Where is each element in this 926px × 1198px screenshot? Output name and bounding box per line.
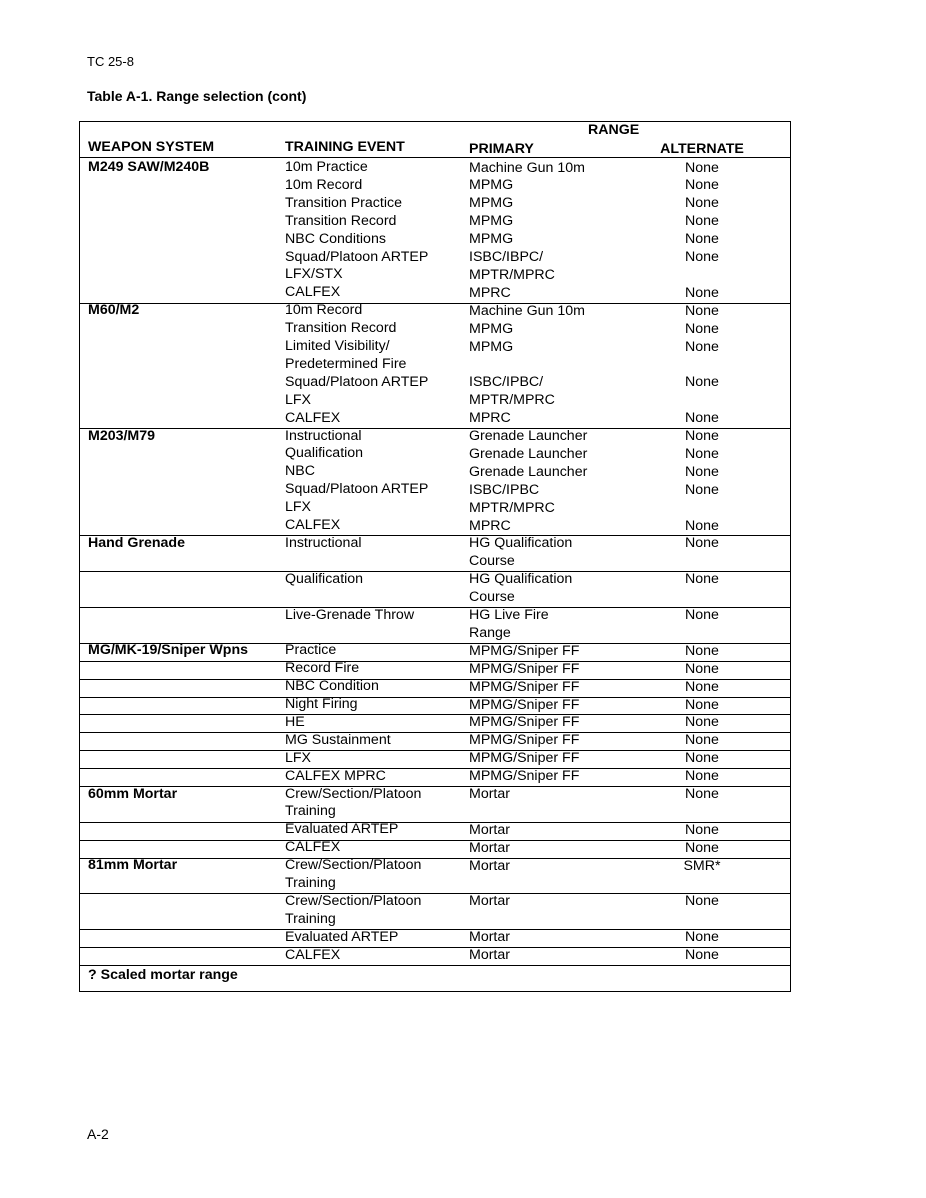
primary-range-cell: MPTR/MPRC <box>469 499 555 516</box>
alternate-range-cell: None <box>685 678 719 695</box>
primary-range-cell: Machine Gun 10m <box>469 159 585 176</box>
header-training-event: TRAINING EVENT <box>285 139 405 155</box>
primary-range-cell: ISBC/IBPC/ <box>469 249 544 265</box>
alternate-range-cell: None <box>685 947 719 964</box>
alternate-range-cell: None <box>685 428 719 444</box>
primary-range-cell: MPMG <box>469 177 514 194</box>
primary-range-cell: MPRC <box>469 284 511 301</box>
training-event-cell: Instructional <box>285 534 362 551</box>
header-alternate: ALTERNATE <box>660 141 744 157</box>
primary-range-cell: ISBC/IPBC <box>469 481 540 498</box>
alternate-range-cell: None <box>685 839 719 856</box>
training-event-cell: Practice <box>285 642 337 659</box>
alternate-range-cell: None <box>685 410 719 427</box>
training-event-cell: Limited Visibility/ <box>285 338 390 354</box>
header-divider <box>80 157 790 158</box>
training-event-cell: NBC Conditions <box>285 230 386 247</box>
training-event-cell: MG Sustainment <box>285 731 391 748</box>
range-selection-table <box>79 121 791 992</box>
alternate-range-cell: None <box>685 481 719 498</box>
training-event-cell: CALFEX <box>285 517 341 533</box>
alternate-range-cell: None <box>685 445 719 462</box>
primary-range-cell: MPMG/Sniper FF <box>469 768 580 785</box>
primary-range-cell: Grenade Launcher <box>469 463 588 480</box>
training-event-cell: Training <box>285 910 336 927</box>
alternate-range-cell: None <box>685 768 719 785</box>
alternate-range-cell: None <box>685 535 719 552</box>
primary-range-cell: Mortar <box>469 893 510 910</box>
primary-range-cell: HG Qualification <box>469 571 573 588</box>
training-event-cell: CALFEX <box>285 946 341 963</box>
header-primary: PRIMARY <box>469 141 534 157</box>
training-event-cell: Live-Grenade Throw <box>285 606 415 623</box>
weapon-system-cell: M203/M79 <box>88 427 156 444</box>
alternate-range-cell: None <box>685 320 719 337</box>
alternate-range-cell: None <box>685 786 719 802</box>
alternate-range-cell: None <box>685 696 719 713</box>
primary-range-cell: Course <box>469 589 515 606</box>
alternate-range-cell: None <box>685 302 719 319</box>
training-event-cell: Evaluated ARTEP <box>285 821 399 838</box>
alternate-range-cell: None <box>685 750 719 767</box>
training-event-cell: LFX <box>285 749 312 766</box>
primary-range-cell: Grenade Launcher <box>469 428 588 444</box>
training-event-cell: CALFEX <box>285 284 341 301</box>
primary-range-cell: MPMG <box>469 338 514 355</box>
training-event-cell: Record Fire <box>285 660 360 677</box>
primary-range-cell: MPMG <box>469 213 514 230</box>
alternate-range-cell: None <box>685 571 719 588</box>
alternate-range-cell: None <box>685 338 719 355</box>
training-event-cell: Squad/Platoon ARTEP <box>285 248 429 265</box>
alternate-range-cell: None <box>685 463 719 480</box>
training-event-cell: CALFEX <box>285 409 341 426</box>
training-event-cell: Qualification <box>285 570 364 587</box>
training-event-cell: Training <box>285 803 336 820</box>
training-event-cell: Squad/Platoon ARTEP <box>285 373 429 390</box>
alternate-range-cell: None <box>685 517 719 534</box>
header-weapon-system: WEAPON SYSTEM <box>88 139 215 155</box>
training-event-cell: Predetermined Fire <box>285 355 407 372</box>
primary-range-cell: Course <box>469 553 515 570</box>
primary-range-cell: Mortar <box>469 929 510 946</box>
primary-range-cell: MPMG/Sniper FF <box>469 678 580 695</box>
training-event-cell: Evaluated ARTEP <box>285 928 399 945</box>
primary-range-cell: HG Qualification <box>469 535 573 552</box>
primary-range-cell: MPTR/MPRC <box>469 392 555 409</box>
alternate-range-cell: None <box>685 159 719 176</box>
primary-range-cell: MPRC <box>469 517 511 534</box>
alternate-range-cell: SMR* <box>683 857 721 874</box>
primary-range-cell: Mortar <box>469 821 510 838</box>
primary-range-cell: Mortar <box>469 786 510 802</box>
weapon-system-cell: M249 SAW/M240B <box>88 159 210 175</box>
alternate-range-cell: None <box>685 929 719 946</box>
primary-range-cell: Mortar <box>469 857 510 874</box>
primary-range-cell: Range <box>469 624 511 641</box>
alternate-range-cell: None <box>685 660 719 677</box>
page-footer: A-2 <box>87 1126 109 1142</box>
alternate-range-cell: None <box>685 714 719 731</box>
training-event-cell: LFX <box>285 391 312 408</box>
alternate-range-cell: None <box>685 213 719 230</box>
training-event-cell: Training <box>285 875 336 891</box>
alternate-range-cell: None <box>685 821 719 838</box>
training-event-cell: LFX/STX <box>285 266 343 283</box>
training-event-cell: Crew/Section/Platoon <box>285 785 422 802</box>
table-title: Table A-1. Range selection (cont) <box>87 88 307 104</box>
training-event-cell: Qualification <box>285 445 364 462</box>
training-event-cell: HE <box>285 713 305 730</box>
primary-range-cell: MPMG/Sniper FF <box>469 660 580 677</box>
weapon-system-cell: M60/M2 <box>88 302 140 319</box>
weapon-system-cell: 81mm Mortar <box>88 857 178 874</box>
training-event-cell: Transition Record <box>285 212 397 229</box>
training-event-cell: LFX <box>285 499 312 516</box>
primary-range-cell: MPMG <box>469 231 514 248</box>
primary-range-cell: MPMG/Sniper FF <box>469 642 580 659</box>
alternate-range-cell: None <box>685 374 719 391</box>
training-event-cell: Night Firing <box>285 696 358 712</box>
header-range: RANGE <box>588 122 640 138</box>
alternate-range-cell: None <box>685 249 719 265</box>
training-event-cell: 10m Record <box>285 302 363 319</box>
alternate-range-cell: None <box>685 231 719 248</box>
alternate-range-cell: None <box>685 893 719 910</box>
primary-range-cell: MPTR/MPRC <box>469 266 555 283</box>
primary-range-cell: Mortar <box>469 839 510 856</box>
primary-range-cell: Mortar <box>469 947 510 964</box>
alternate-range-cell: None <box>685 195 719 212</box>
training-event-cell: Crew/Section/Platoon <box>285 857 422 874</box>
primary-range-cell: Grenade Launcher <box>469 445 588 462</box>
primary-range-cell: HG Live Fire <box>469 607 549 623</box>
training-event-cell: NBC <box>285 463 315 480</box>
primary-range-cell: MPMG/Sniper FF <box>469 732 580 749</box>
training-event-cell: 10m Practice <box>285 159 368 175</box>
training-event-cell: CALFEX <box>285 839 341 856</box>
alternate-range-cell: None <box>685 607 719 623</box>
alternate-range-cell: None <box>685 177 719 194</box>
primary-range-cell: MPMG/Sniper FF <box>469 750 580 767</box>
training-event-cell: NBC Condition <box>285 678 379 695</box>
training-event-cell: 10m Record <box>285 176 363 193</box>
primary-range-cell: MPMG <box>469 320 514 337</box>
primary-range-cell: Machine Gun 10m <box>469 302 585 319</box>
alternate-range-cell: None <box>685 642 719 659</box>
primary-range-cell: ISBC/IPBC/ <box>469 374 544 391</box>
training-event-cell: CALFEX MPRC <box>285 767 386 784</box>
page-header: TC 25-8 <box>87 54 134 69</box>
alternate-range-cell: None <box>685 284 719 301</box>
primary-range-cell: MPMG <box>469 195 514 212</box>
weapon-system-cell: 60mm Mortar <box>88 785 178 802</box>
alternate-range-cell: None <box>685 732 719 749</box>
training-event-cell: Transition Practice <box>285 194 402 211</box>
training-event-cell: Instructional <box>285 427 362 444</box>
weapon-system-cell: MG/MK-19/Sniper Wpns <box>88 642 249 659</box>
primary-range-cell: MPRC <box>469 410 511 427</box>
primary-range-cell: MPMG/Sniper FF <box>469 696 580 713</box>
training-event-cell: Crew/Section/Platoon <box>285 892 422 909</box>
training-event-cell: Transition Record <box>285 320 397 337</box>
table-footnote: ? Scaled mortar range <box>88 966 238 983</box>
training-event-cell: Squad/Platoon ARTEP <box>285 481 429 498</box>
primary-range-cell: MPMG/Sniper FF <box>469 714 580 731</box>
weapon-system-cell: Hand Grenade <box>88 534 185 551</box>
